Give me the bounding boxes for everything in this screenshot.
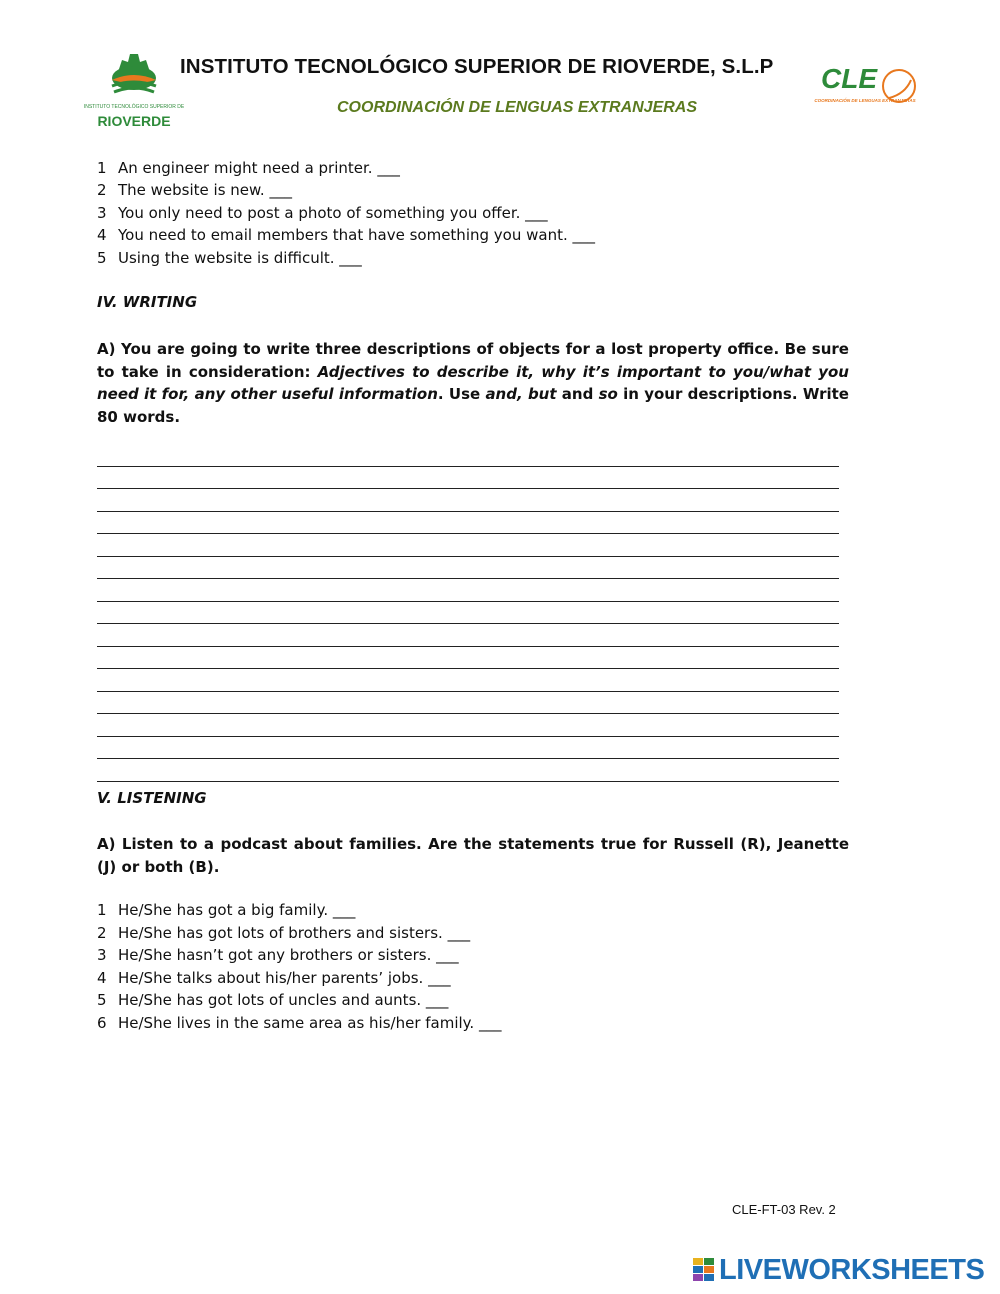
institution-title: INSTITUTO TECNOLÓGICO SUPERIOR DE RIOVERDE, S.L.P bbox=[180, 55, 774, 78]
reading-item: 1 An engineer might need a printer. ___ bbox=[97, 159, 400, 177]
writing-blank-line[interactable] bbox=[97, 557, 839, 580]
writing-blank-line[interactable] bbox=[97, 579, 839, 602]
writing-blank-line[interactable] bbox=[97, 444, 839, 467]
listening-heading: V. LISTENING bbox=[97, 789, 207, 807]
cle-logo-text: CLE bbox=[821, 63, 877, 94]
cle-logo-subtext: COORDINACIÓN DE LENGUAS EXTRANJERAS bbox=[814, 98, 916, 103]
rioverde-logo bbox=[83, 48, 185, 132]
reading-item: 2 The website is new. ___ bbox=[97, 181, 292, 199]
liveworksheets-icon bbox=[693, 1258, 715, 1282]
writing-blank-line[interactable] bbox=[97, 489, 839, 512]
writing-answer-area[interactable] bbox=[97, 444, 839, 782]
rioverde-logo-small-text: INSTITUTO TECNOLÓGICO SUPERIOR DE bbox=[83, 104, 185, 110]
writing-blank-line[interactable] bbox=[97, 714, 839, 737]
writing-blank-line[interactable] bbox=[97, 467, 839, 490]
listening-item: 2 He/She has got lots of brothers and sisters. ___ bbox=[97, 924, 471, 942]
writing-blank-line[interactable] bbox=[97, 692, 839, 715]
writing-instruction: A) You are going to write three descriptions of objects for a lost property office. Be sure to take in consideration: Adjectives to describe it, why it’s important to you/what you need it for, any other useful information. Use and, but and so in your descriptions. Write 80 words. bbox=[97, 340, 849, 426]
writing-blank-line[interactable] bbox=[97, 737, 839, 760]
listening-instruction: A) Listen to a podcast about families. Are the statements true for Russell (R), Jeanette (J) or both (B). bbox=[97, 835, 849, 876]
writing-blank-line[interactable] bbox=[97, 647, 839, 670]
reading-item: 4 You need to email members that have something you want. ___ bbox=[97, 226, 595, 244]
listening-item: 6 He/She lives in the same area as his/her family. ___ bbox=[97, 1014, 502, 1032]
writing-blank-line[interactable] bbox=[97, 602, 839, 625]
writing-blank-line[interactable] bbox=[97, 534, 839, 557]
listening-item: 4 He/She talks about his/her parents’ jobs. ___ bbox=[97, 969, 451, 987]
reading-item: 5 Using the website is difficult. ___ bbox=[97, 249, 362, 267]
writing-blank-line[interactable] bbox=[97, 624, 839, 647]
liveworksheets-wordmark: LIVEWORKSHEETS bbox=[719, 1254, 985, 1286]
rioverde-logo-name: RIOVERDE bbox=[97, 113, 171, 129]
writing-blank-line[interactable] bbox=[97, 759, 839, 782]
form-code: CLE-FT-03 Rev. 2 bbox=[732, 1202, 836, 1217]
listening-item: 5 He/She has got lots of uncles and aunts. ___ bbox=[97, 991, 449, 1009]
reading-item: 3 You only need to post a photo of something you offer. ___ bbox=[97, 204, 548, 222]
department-subtitle: COORDINACIÓN DE LENGUAS EXTRANJERAS bbox=[337, 99, 698, 116]
writing-blank-line[interactable] bbox=[97, 512, 839, 535]
listening-item: 1 He/She has got a big family. ___ bbox=[97, 901, 356, 919]
cle-logo bbox=[815, 58, 919, 122]
writing-blank-line[interactable] bbox=[97, 669, 839, 692]
writing-heading: IV. WRITING bbox=[97, 293, 198, 311]
listening-item: 3 He/She hasn’t got any brothers or sisters. ___ bbox=[97, 946, 459, 964]
